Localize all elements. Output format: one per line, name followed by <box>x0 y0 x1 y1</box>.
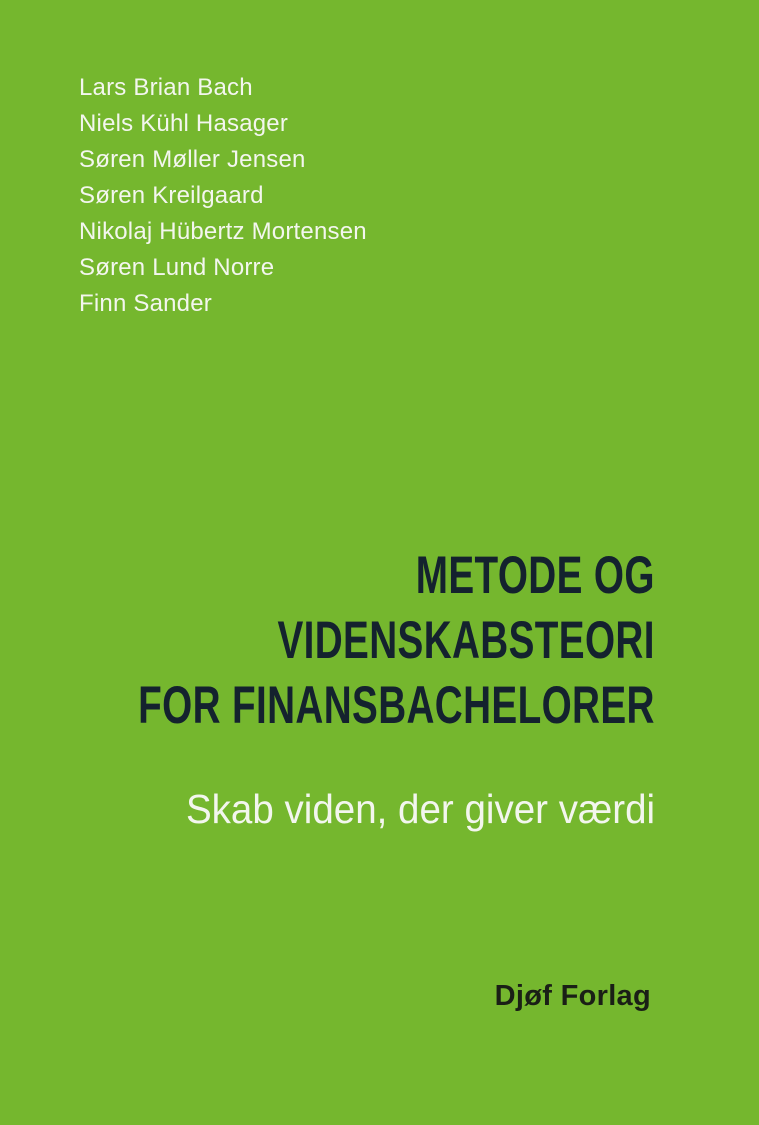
author-name: Søren Lund Norre <box>79 254 275 281</box>
author-name: Niels Kühl Hasager <box>79 110 289 137</box>
author-list <box>79 70 367 322</box>
author-name: Søren Møller Jensen <box>79 146 306 173</box>
title-line: FOR FINANSBACHELORER <box>138 676 655 735</box>
title-line: VIDENSKABSTEORI <box>277 611 655 670</box>
book-subtitle: Skab viden, der giver værdi <box>185 786 655 832</box>
author-name: Lars Brian Bach <box>79 74 253 101</box>
author-name: Finn Sander <box>79 290 212 317</box>
author-name: Nikolaj Hübertz Mortensen <box>79 218 367 245</box>
author-name: Søren Kreilgaard <box>79 182 264 209</box>
book-title <box>0 543 655 738</box>
publisher-logo: Djøf Forlag <box>494 980 651 1012</box>
title-line: METODE OG <box>415 546 655 605</box>
